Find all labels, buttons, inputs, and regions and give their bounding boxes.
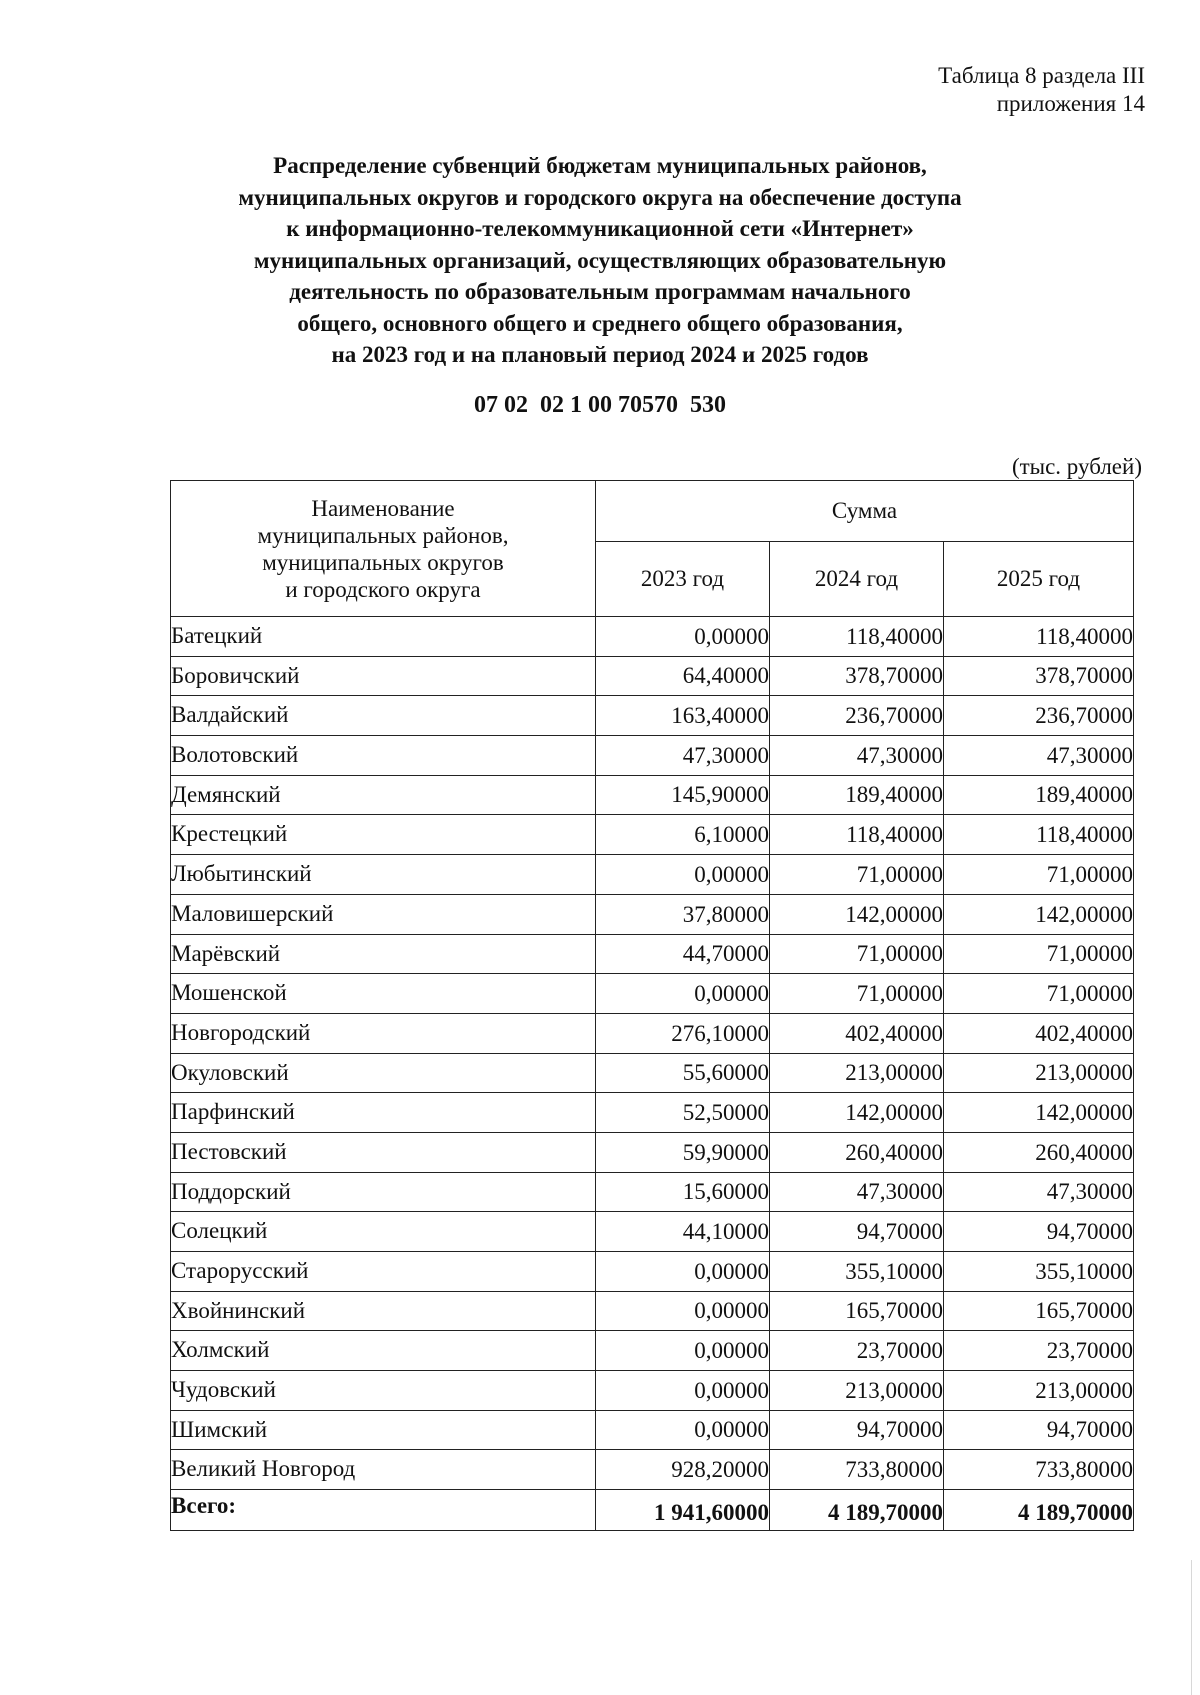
value-2024: 118,40000 bbox=[770, 815, 944, 855]
table-row bbox=[171, 974, 1134, 1014]
total-row bbox=[171, 1490, 1134, 1531]
municipality-name: Батецкий bbox=[171, 617, 596, 657]
table-row bbox=[171, 1132, 1134, 1172]
value-2024: 118,40000 bbox=[770, 617, 944, 657]
value-2025: 23,70000 bbox=[944, 1331, 1134, 1371]
total-2025: 4 189,70000 bbox=[944, 1490, 1134, 1531]
municipality-name: Солецкий bbox=[171, 1212, 596, 1252]
municipality-name: Старорусский bbox=[171, 1252, 596, 1292]
value-2023: 44,70000 bbox=[596, 934, 770, 974]
value-2024: 260,40000 bbox=[770, 1132, 944, 1172]
table-row bbox=[171, 815, 1134, 855]
value-2023: 276,10000 bbox=[596, 1013, 770, 1053]
municipality-name: Шимский bbox=[171, 1410, 596, 1450]
scan-artifact-line bbox=[1191, 1560, 1192, 1695]
table-header-row bbox=[171, 481, 1134, 542]
value-2024: 213,00000 bbox=[770, 1371, 944, 1411]
value-2025: 118,40000 bbox=[944, 815, 1134, 855]
header-year-2023: 2023 год bbox=[596, 542, 770, 617]
header-name bbox=[171, 481, 596, 617]
municipality-name: Крестецкий bbox=[171, 815, 596, 855]
value-2023: 55,60000 bbox=[596, 1053, 770, 1093]
value-2023: 0,00000 bbox=[596, 1331, 770, 1371]
value-2023: 0,00000 bbox=[596, 617, 770, 657]
value-2023: 0,00000 bbox=[596, 1291, 770, 1331]
value-2024: 142,00000 bbox=[770, 1093, 944, 1133]
value-2024: 355,10000 bbox=[770, 1252, 944, 1292]
value-2023: 47,30000 bbox=[596, 736, 770, 776]
value-2025: 94,70000 bbox=[944, 1212, 1134, 1252]
value-2024: 94,70000 bbox=[770, 1212, 944, 1252]
value-2025: 260,40000 bbox=[944, 1132, 1134, 1172]
value-2024: 733,80000 bbox=[770, 1450, 944, 1490]
header-name-line: и городского округа bbox=[285, 576, 481, 602]
value-2024: 165,70000 bbox=[770, 1291, 944, 1331]
table-row bbox=[171, 1252, 1134, 1292]
value-2025: 71,00000 bbox=[944, 974, 1134, 1014]
value-2023: 59,90000 bbox=[596, 1132, 770, 1172]
table-row bbox=[171, 1053, 1134, 1093]
municipality-name: Окуловский bbox=[171, 1053, 596, 1093]
table-row bbox=[171, 1410, 1134, 1450]
caption-line-2: приложения 14 bbox=[996, 91, 1145, 116]
value-2025: 213,00000 bbox=[944, 1053, 1134, 1093]
municipality-name: Пестовский bbox=[171, 1132, 596, 1172]
value-2025: 71,00000 bbox=[944, 934, 1134, 974]
value-2024: 47,30000 bbox=[770, 1172, 944, 1212]
value-2025: 142,00000 bbox=[944, 894, 1134, 934]
title-line: деятельность по образовательным программам начального bbox=[289, 279, 911, 304]
header-name-line: Наименование bbox=[311, 495, 455, 521]
value-2024: 213,00000 bbox=[770, 1053, 944, 1093]
title-line: к информационно-телекоммуникационной сети «Интернет» bbox=[286, 216, 914, 241]
value-2023: 64,40000 bbox=[596, 656, 770, 696]
value-2025: 94,70000 bbox=[944, 1410, 1134, 1450]
municipality-name: Парфинский bbox=[171, 1093, 596, 1133]
total-2024: 4 189,70000 bbox=[770, 1490, 944, 1531]
value-2023: 0,00000 bbox=[596, 974, 770, 1014]
value-2025: 165,70000 bbox=[944, 1291, 1134, 1331]
title-line: на 2023 год и на плановый период 2024 и 2025 годов bbox=[331, 342, 869, 367]
value-2024: 47,30000 bbox=[770, 736, 944, 776]
table-row bbox=[171, 775, 1134, 815]
title-line: муниципальных организаций, осуществляющих образовательную bbox=[253, 247, 947, 273]
value-2023: 928,20000 bbox=[596, 1450, 770, 1490]
table-row bbox=[171, 1371, 1134, 1411]
value-2023: 37,80000 bbox=[596, 894, 770, 934]
title-line: общего, основного общего и среднего общего образования, bbox=[297, 310, 903, 336]
table-row bbox=[171, 1331, 1134, 1371]
value-2024: 94,70000 bbox=[770, 1410, 944, 1450]
value-2023: 44,10000 bbox=[596, 1212, 770, 1252]
municipality-name: Любытинский bbox=[171, 855, 596, 895]
value-2024: 378,70000 bbox=[770, 656, 944, 696]
table-row bbox=[171, 656, 1134, 696]
value-2023: 0,00000 bbox=[596, 1371, 770, 1411]
municipality-name: Великий Новгород bbox=[171, 1450, 596, 1490]
value-2023: 52,50000 bbox=[596, 1093, 770, 1133]
title-line: муниципальных округов и городского округа на обеспечение доступа bbox=[238, 184, 962, 210]
municipality-name: Маловишерский bbox=[171, 894, 596, 934]
value-2023: 0,00000 bbox=[596, 1252, 770, 1292]
value-2024: 71,00000 bbox=[770, 855, 944, 895]
header-name-line: муниципальных районов, bbox=[257, 522, 509, 548]
municipality-name: Марёвский bbox=[171, 934, 596, 974]
value-2025: 142,00000 bbox=[944, 1093, 1134, 1133]
table-body bbox=[171, 617, 1134, 1490]
value-2023: 0,00000 bbox=[596, 855, 770, 895]
value-2023: 145,90000 bbox=[596, 775, 770, 815]
caption-line-1: Таблица 8 раздела III bbox=[938, 63, 1145, 88]
municipality-name: Мошенской bbox=[171, 974, 596, 1014]
value-2023: 6,10000 bbox=[596, 815, 770, 855]
value-2024: 236,70000 bbox=[770, 696, 944, 736]
title-line: Распределение субвенций бюджетам муниципальных районов, bbox=[273, 153, 927, 178]
total-2023: 1 941,60000 bbox=[596, 1490, 770, 1531]
municipality-name: Волотовский bbox=[171, 736, 596, 776]
value-2025: 213,00000 bbox=[944, 1371, 1134, 1411]
header-year-2024: 2024 год bbox=[770, 542, 944, 617]
budget-code: 07 02 02 1 00 70570 530 bbox=[474, 392, 726, 418]
municipality-name: Чудовский bbox=[171, 1371, 596, 1411]
value-2025: 355,10000 bbox=[944, 1252, 1134, 1292]
municipality-name: Хвойнинский bbox=[171, 1291, 596, 1331]
total-label: Всего: bbox=[171, 1490, 596, 1531]
value-2025: 118,40000 bbox=[944, 617, 1134, 657]
value-2023: 0,00000 bbox=[596, 1410, 770, 1450]
table-row bbox=[171, 934, 1134, 974]
value-2025: 378,70000 bbox=[944, 656, 1134, 696]
value-2025: 189,40000 bbox=[944, 775, 1134, 815]
table-row bbox=[171, 1450, 1134, 1490]
table-row bbox=[171, 617, 1134, 657]
table-row bbox=[171, 1013, 1134, 1053]
header-sum: Сумма bbox=[596, 481, 1134, 542]
value-2025: 47,30000 bbox=[944, 1172, 1134, 1212]
table-row bbox=[171, 1291, 1134, 1331]
municipality-name: Боровичский bbox=[171, 656, 596, 696]
table-row bbox=[171, 1212, 1134, 1252]
table-row bbox=[171, 855, 1134, 895]
municipality-name: Демянский bbox=[171, 775, 596, 815]
header-year-2025: 2025 год bbox=[944, 542, 1134, 617]
value-2025: 71,00000 bbox=[944, 855, 1134, 895]
document-title bbox=[150, 150, 1050, 371]
table-row bbox=[171, 736, 1134, 776]
value-2025: 402,40000 bbox=[944, 1013, 1134, 1053]
municipality-name: Валдайский bbox=[171, 696, 596, 736]
value-2024: 402,40000 bbox=[770, 1013, 944, 1053]
header-name-line: муниципальных округов bbox=[262, 549, 504, 575]
municipality-name: Холмский bbox=[171, 1331, 596, 1371]
value-2023: 15,60000 bbox=[596, 1172, 770, 1212]
table-caption bbox=[938, 62, 1145, 118]
value-2023: 163,40000 bbox=[596, 696, 770, 736]
value-2024: 189,40000 bbox=[770, 775, 944, 815]
municipality-name: Поддорский bbox=[171, 1172, 596, 1212]
value-2024: 142,00000 bbox=[770, 894, 944, 934]
units-label: (тыс. рублей) bbox=[1011, 454, 1142, 479]
table-row bbox=[171, 1172, 1134, 1212]
table-row bbox=[171, 1093, 1134, 1133]
value-2024: 23,70000 bbox=[770, 1331, 944, 1371]
subvention-table bbox=[170, 480, 1134, 1531]
value-2025: 47,30000 bbox=[944, 736, 1134, 776]
value-2025: 236,70000 bbox=[944, 696, 1134, 736]
municipality-name: Новгородский bbox=[171, 1013, 596, 1053]
table-row bbox=[171, 696, 1134, 736]
value-2025: 733,80000 bbox=[944, 1450, 1134, 1490]
table-row bbox=[171, 894, 1134, 934]
value-2024: 71,00000 bbox=[770, 974, 944, 1014]
value-2024: 71,00000 bbox=[770, 934, 944, 974]
